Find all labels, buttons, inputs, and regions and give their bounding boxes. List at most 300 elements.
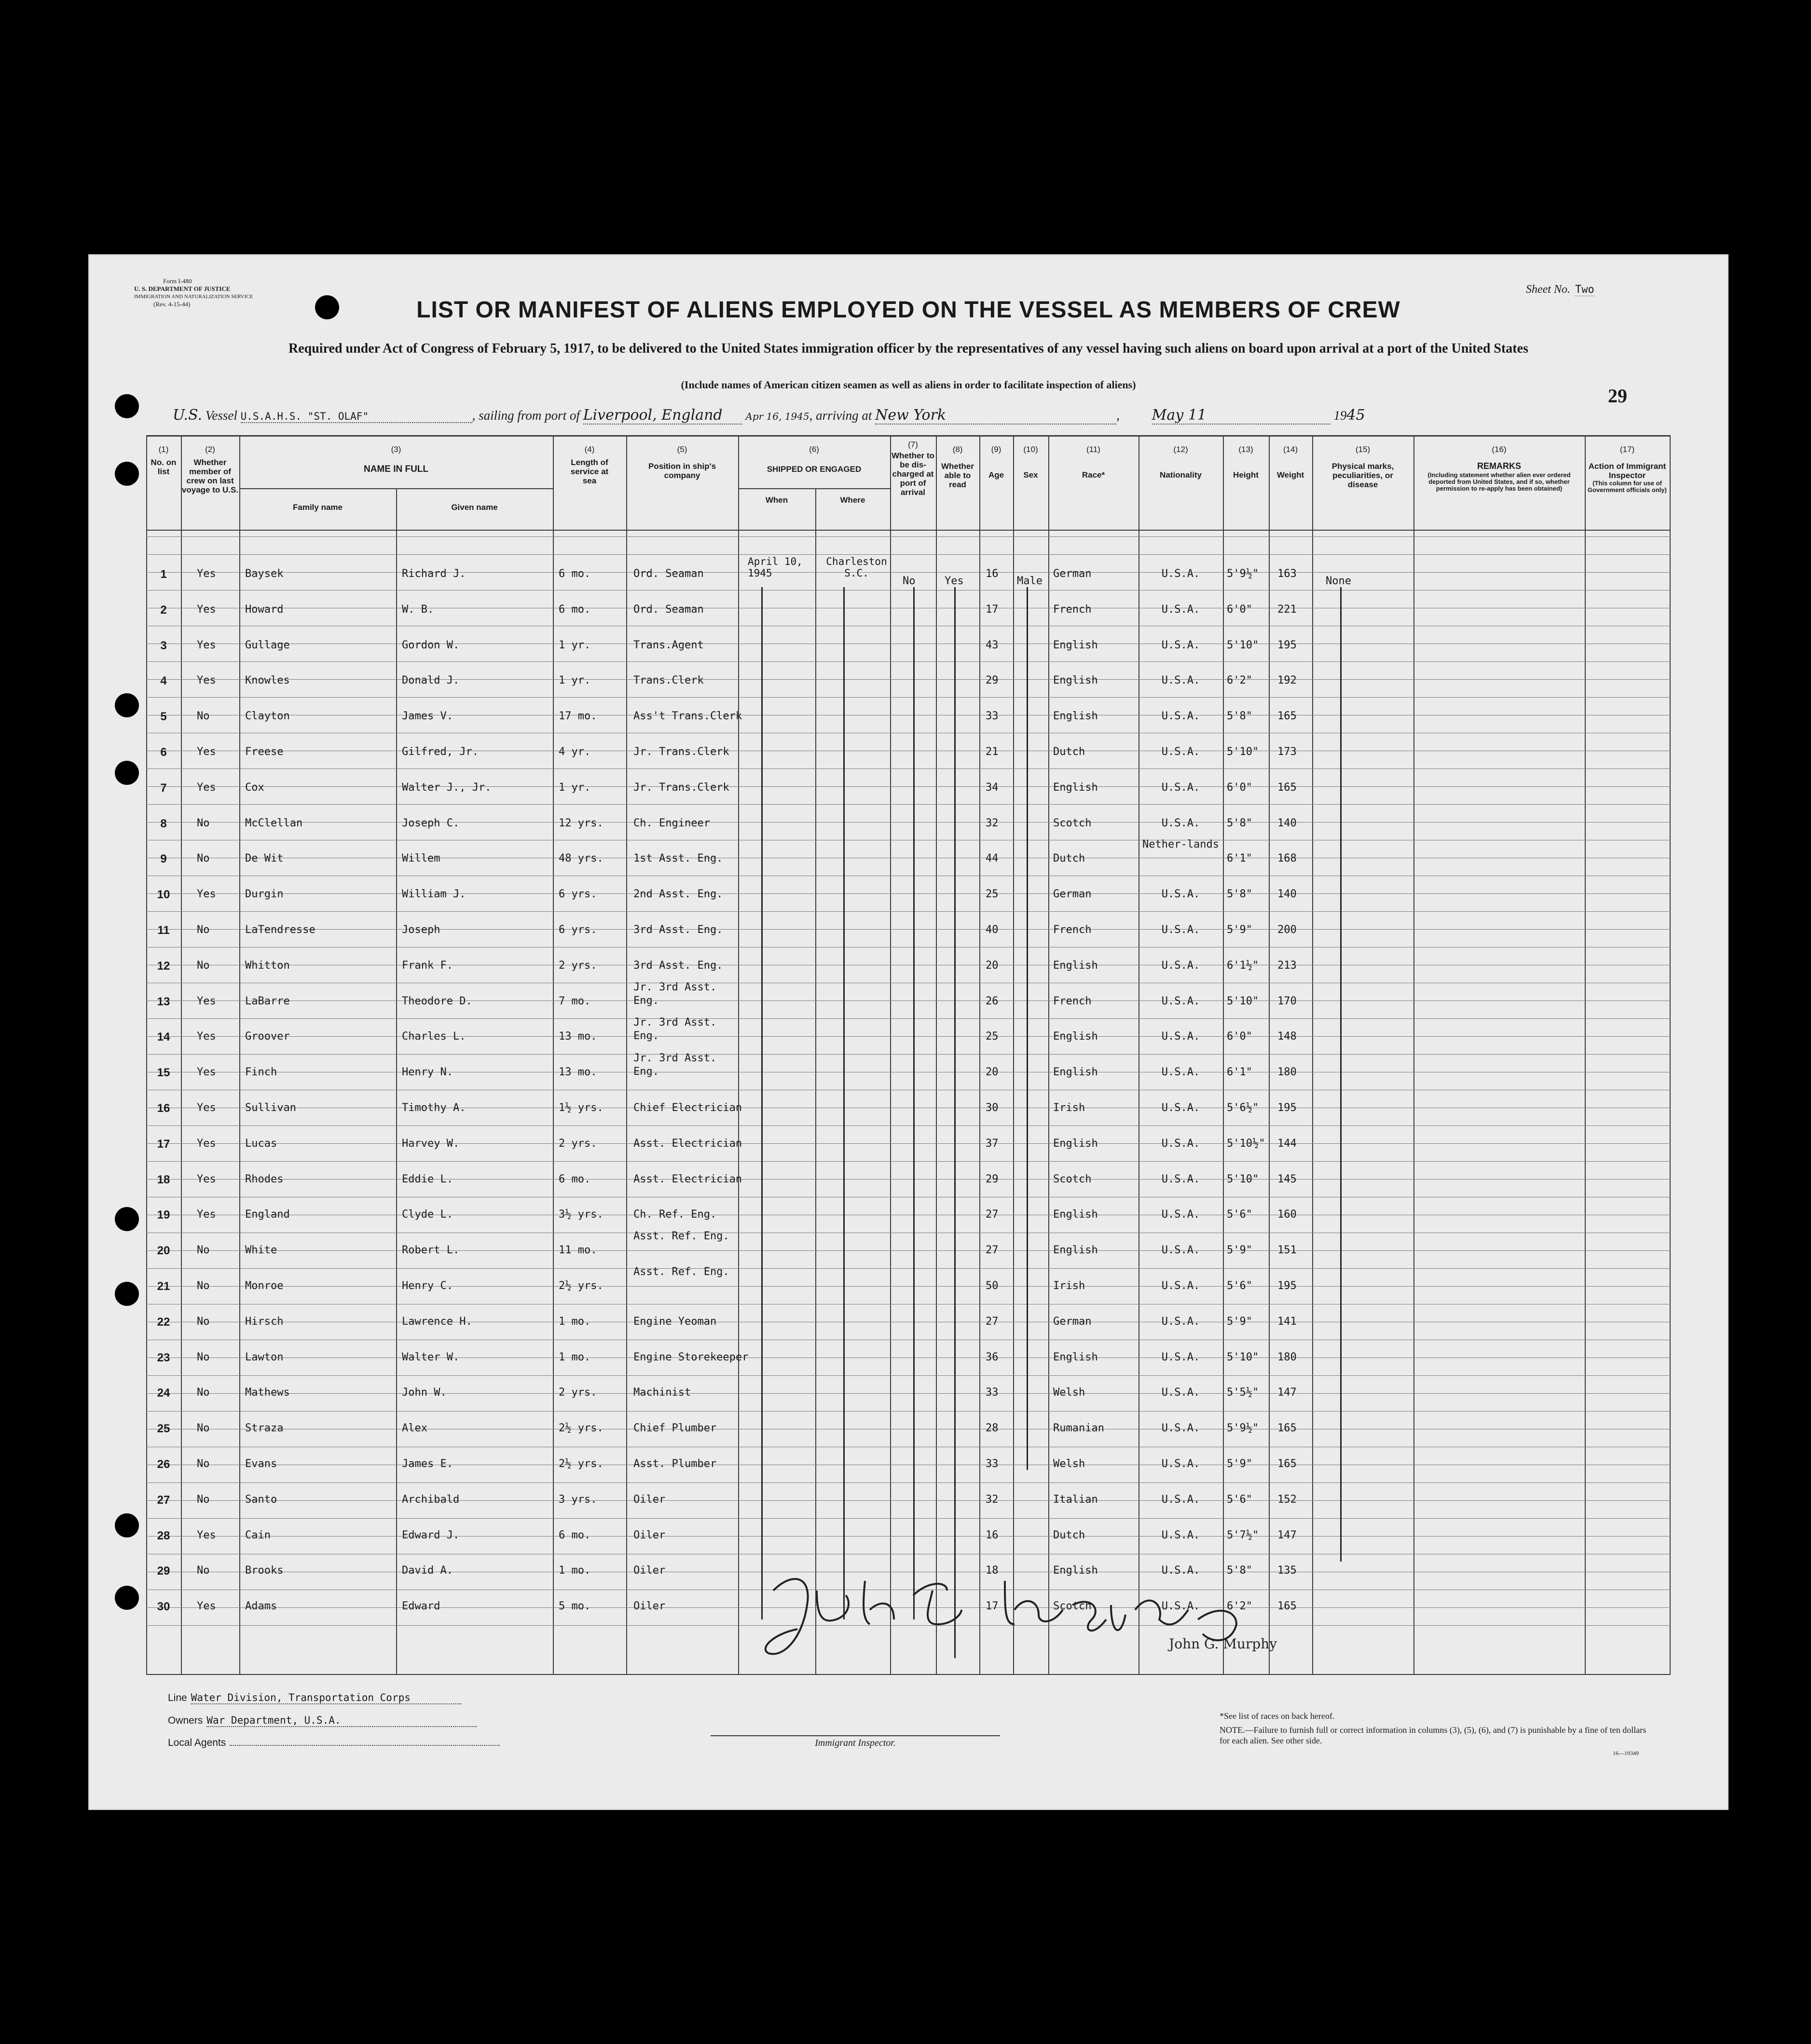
- given-name-cell: Theodore D.: [402, 995, 472, 1007]
- col-label: Position in ship's company: [648, 462, 716, 480]
- height-cell: 5'5½": [1227, 1386, 1259, 1399]
- col-header-name: [239, 445, 553, 474]
- age-cell: 25: [986, 888, 999, 901]
- last-voyage-cell: Yes: [197, 639, 216, 651]
- given-name-cell: Archibald: [402, 1493, 460, 1506]
- height-cell: 5'8": [1227, 710, 1252, 723]
- position-cell: Engine Storekeeper: [633, 1351, 749, 1363]
- engaged-when: April 10, 1945: [748, 556, 803, 579]
- last-voyage-cell: Yes: [197, 1030, 216, 1043]
- col-header-nationality: [1139, 445, 1223, 480]
- col-number: (15): [1355, 445, 1371, 454]
- race-cell: French: [1053, 995, 1092, 1007]
- sheet-number: [1526, 283, 1594, 296]
- weight-cell: 160: [1277, 1208, 1297, 1221]
- race-cell: English: [1053, 1137, 1098, 1150]
- signature-text: John G. Murphy: [1169, 1636, 1277, 1652]
- age-cell: 27: [986, 1315, 999, 1328]
- race-cell: Dutch: [1053, 852, 1085, 865]
- race-cell: English: [1053, 1351, 1098, 1363]
- given-name-cell: James E.: [402, 1458, 453, 1470]
- family-name-cell: Finch: [245, 1066, 277, 1079]
- row-number-cell: 20: [157, 1244, 170, 1258]
- service-length-cell: 1 yr.: [559, 639, 591, 651]
- service-length-cell: 6 yrs.: [559, 924, 597, 936]
- col-number: (11): [1086, 445, 1100, 454]
- height-cell: 6'1": [1227, 1066, 1252, 1079]
- service-length-cell: 4 yr.: [559, 746, 591, 758]
- age-cell: 44: [986, 852, 999, 865]
- col-header-height: [1223, 445, 1269, 480]
- punch-hole: [115, 761, 139, 785]
- nationality-cell: U.S.A.: [1161, 1173, 1200, 1185]
- family-name-cell: Baysek: [245, 568, 284, 580]
- ruled-line: [146, 768, 1671, 769]
- service-length-cell: 6 mo.: [559, 1173, 591, 1185]
- nationality-cell: U.S.A.: [1161, 959, 1200, 972]
- col-number: (6): [809, 445, 819, 454]
- nationality-cell: U.S.A.: [1161, 888, 1200, 901]
- race-cell: French: [1053, 603, 1092, 616]
- row-number-cell: 14: [157, 1030, 170, 1044]
- col-label: Height: [1233, 470, 1259, 480]
- race-cell: Dutch: [1053, 746, 1085, 758]
- height-cell: 6'2": [1227, 1600, 1252, 1613]
- row-number-cell: 6: [160, 746, 167, 759]
- position-cell: Ord. Seaman: [633, 603, 704, 616]
- col-header-service: [553, 445, 626, 485]
- age-cell: 29: [986, 674, 999, 687]
- weight-cell: 147: [1277, 1529, 1297, 1541]
- service-length-cell: 13 mo.: [559, 1066, 597, 1079]
- position-cell: Jr. Trans.Clerk: [633, 781, 729, 794]
- age-cell: 32: [986, 817, 999, 829]
- last-voyage-cell: Yes: [197, 1102, 216, 1114]
- race-cell: Irish: [1053, 1102, 1085, 1114]
- nationality-cell: Nether-lands: [1142, 838, 1219, 851]
- height-cell: 6'0": [1227, 781, 1252, 794]
- weight-cell: 221: [1277, 603, 1297, 616]
- service-length-cell: 1½ yrs.: [559, 1102, 604, 1114]
- family-name-cell: Monroe: [245, 1280, 284, 1292]
- last-voyage-cell: Yes: [197, 568, 216, 580]
- race-cell: Dutch: [1053, 1529, 1085, 1541]
- last-voyage-cell: Yes: [197, 746, 216, 758]
- nationality-cell: U.S.A.: [1161, 1422, 1200, 1435]
- weight-cell: 135: [1277, 1564, 1297, 1577]
- service-length-cell: 3½ yrs.: [559, 1208, 604, 1221]
- nationality-cell: U.S.A.: [1161, 1244, 1200, 1257]
- height-cell: 5'10½": [1227, 1137, 1265, 1150]
- col-number: (4): [584, 445, 595, 454]
- owners-label: Owners: [168, 1715, 203, 1726]
- year-suffix: 45: [1346, 407, 1365, 424]
- col-header-where: Where: [840, 495, 865, 505]
- position-cell: Jr. 3rd Asst. Eng.: [633, 1052, 717, 1078]
- position-cell: 3rd Asst. Eng.: [633, 924, 723, 936]
- ruled-line: [146, 1054, 1671, 1055]
- race-cell: Welsh: [1053, 1458, 1085, 1470]
- sex-value: Male: [1017, 575, 1043, 587]
- race-cell: Scotch: [1053, 1600, 1092, 1613]
- weight-cell: 170: [1277, 995, 1297, 1007]
- weight-cell: 195: [1277, 1280, 1297, 1292]
- ruled-line: [146, 1268, 1671, 1269]
- ruled-line: [146, 929, 1671, 930]
- position-cell: Asst. Electrician: [633, 1173, 742, 1185]
- weight-cell: 195: [1277, 639, 1297, 651]
- penalty-note: NOTE.—Failure to furnish full or correct information in columns (3), (5), (6), and (7) is punishable by a fine of ten dollars for each alien. See other side.: [1220, 1725, 1646, 1745]
- service-length-cell: 11 mo.: [559, 1244, 597, 1257]
- sailing-port: Liverpool, England: [583, 407, 742, 425]
- last-voyage-cell: Yes: [197, 1529, 216, 1541]
- nationality-cell: U.S.A.: [1161, 603, 1200, 616]
- age-cell: 33: [986, 1386, 999, 1399]
- last-voyage-cell: No: [197, 1564, 210, 1577]
- height-cell: 5'10": [1227, 995, 1259, 1007]
- given-name-cell: Gordon W.: [402, 639, 460, 651]
- col-label: No. on list: [151, 458, 177, 476]
- height-cell: 5'8": [1227, 1564, 1252, 1577]
- nationality-cell: U.S.A.: [1161, 674, 1200, 687]
- col-number: (2): [205, 445, 215, 454]
- ruled-line: [146, 1125, 1671, 1126]
- weight-cell: 145: [1277, 1173, 1297, 1185]
- col-label: Physical marks, peculiarities, or disease: [1331, 462, 1394, 489]
- ruled-line: [146, 1482, 1671, 1483]
- last-voyage-cell: Yes: [197, 888, 216, 901]
- ruled-line: [146, 572, 1671, 573]
- col-header-age: [979, 445, 1013, 480]
- read-value: Yes: [945, 575, 964, 587]
- weight-cell: 147: [1277, 1386, 1297, 1399]
- ruled-line: [146, 893, 1671, 894]
- race-cell: English: [1053, 959, 1098, 972]
- col-number: (9): [991, 445, 1002, 454]
- weight-cell: 144: [1277, 1137, 1297, 1150]
- family-name-cell: Hirsch: [245, 1315, 284, 1328]
- weight-cell: 165: [1277, 710, 1297, 723]
- form-revision: (Rev. 4-15-44): [153, 301, 191, 308]
- agents-value: [230, 1745, 500, 1746]
- age-cell: 16: [986, 568, 999, 580]
- height-cell: 5'9½": [1227, 1422, 1259, 1435]
- col-header-read: [936, 445, 979, 489]
- col-label: NAME IN FULL: [363, 464, 429, 474]
- col-sublabel: (This column for use of Government officials only): [1588, 480, 1667, 494]
- service-length-cell: 1 yr.: [559, 781, 591, 794]
- family-name-cell: Knowles: [245, 674, 290, 687]
- line-field: [168, 1692, 461, 1704]
- col-label: SHIPPED OR ENGAGED: [767, 465, 862, 474]
- family-name-cell: Groover: [245, 1030, 290, 1043]
- height-cell: 6'1½": [1227, 959, 1259, 972]
- position-cell: 3rd Asst. Eng.: [633, 959, 723, 972]
- family-name-cell: Lucas: [245, 1137, 277, 1150]
- height-cell: 5'9": [1227, 1458, 1252, 1470]
- nationality-cell: U.S.A.: [1161, 1208, 1200, 1221]
- row-number-cell: 10: [157, 888, 170, 902]
- last-voyage-cell: No: [197, 1244, 210, 1257]
- col-header-shipped: [738, 445, 890, 474]
- age-cell: 34: [986, 781, 999, 794]
- agents-label: Local Agents: [168, 1737, 226, 1748]
- owners-field: [168, 1715, 477, 1727]
- col-number: (8): [952, 445, 963, 454]
- position-cell: Ch. Engineer: [633, 817, 710, 829]
- owners-value: War Department, U.S.A.: [206, 1715, 477, 1727]
- statute-text: Required under Act of Congress of February 5, 1917, to be delivered to the United States immigration officer by the representatives of any vessel having such aliens on board upon arrival at a port of the United States: [288, 341, 1528, 356]
- family-name-cell: Rhodes: [245, 1173, 284, 1185]
- age-cell: 27: [986, 1208, 999, 1221]
- weight-cell: 165: [1277, 1422, 1297, 1435]
- col-header-when: When: [765, 495, 788, 505]
- position-cell: Oiler: [633, 1600, 666, 1613]
- nationality-cell: U.S.A.: [1161, 1458, 1200, 1470]
- last-voyage-cell: No: [197, 1493, 210, 1506]
- page-title: LIST OR MANIFEST OF ALIENS EMPLOYED ON THE VESSEL AS MEMBERS OF CREW: [416, 297, 1400, 323]
- family-name-cell: Straza: [245, 1422, 284, 1435]
- nationality-cell: U.S.A.: [1161, 639, 1200, 651]
- col-header-race: [1048, 445, 1139, 480]
- position-cell: Jr. 3rd Asst. Eng.: [633, 1016, 717, 1043]
- ruled-line: [146, 822, 1671, 823]
- service-length-cell: 5 mo.: [559, 1600, 591, 1613]
- family-name-cell: Mathews: [245, 1386, 290, 1399]
- service-length-cell: 6 yrs.: [559, 888, 597, 901]
- race-cell: English: [1053, 674, 1098, 687]
- race-cell: English: [1053, 1564, 1098, 1577]
- age-cell: 21: [986, 746, 999, 758]
- family-name-cell: Gullage: [245, 639, 290, 651]
- col-number: (1): [158, 445, 169, 454]
- age-cell: 28: [986, 1422, 999, 1435]
- position-cell: 2nd Asst. Eng.: [633, 888, 723, 901]
- punch-hole: [115, 1282, 139, 1306]
- weight-cell: 165: [1277, 1458, 1297, 1470]
- race-cell: German: [1053, 888, 1092, 901]
- weight-cell: 152: [1277, 1493, 1297, 1506]
- race-cell: English: [1053, 1066, 1098, 1079]
- height-cell: 5'8": [1227, 888, 1252, 901]
- ruled-line: [146, 1286, 1671, 1287]
- service-length-cell: 6 mo.: [559, 603, 591, 616]
- weight-cell: 213: [1277, 959, 1297, 972]
- weight-cell: 180: [1277, 1351, 1297, 1363]
- age-cell: 16: [986, 1529, 999, 1541]
- ruled-line: [146, 1179, 1671, 1180]
- ditto-mark: [1340, 587, 1342, 1562]
- given-name-cell: Richard J.: [402, 568, 466, 580]
- ruled-line: [146, 1393, 1671, 1394]
- punch-hole: [115, 693, 139, 717]
- col-number: (17): [1619, 445, 1635, 454]
- nationality-cell: U.S.A.: [1161, 1280, 1200, 1292]
- ditto-mark: [761, 587, 763, 1619]
- service-length-cell: 2½ yrs.: [559, 1458, 604, 1470]
- vessel-prefix: U.S.: [173, 407, 203, 424]
- position-cell: 1st Asst. Eng.: [633, 852, 723, 865]
- service-name: IMMIGRATION AND NATURALIZATION SERVICE: [134, 294, 253, 300]
- family-name-cell: McClellan: [245, 817, 303, 829]
- age-cell: 27: [986, 1244, 999, 1257]
- ruled-line: [146, 911, 1671, 912]
- race-cell: Welsh: [1053, 1386, 1085, 1399]
- col-number: (14): [1283, 445, 1298, 454]
- given-name-cell: Edward: [402, 1600, 440, 1613]
- col-header-no: [146, 445, 181, 476]
- last-voyage-cell: No: [197, 1458, 210, 1470]
- nationality-cell: U.S.A.: [1161, 781, 1200, 794]
- nationality-cell: U.S.A.: [1161, 710, 1200, 723]
- race-cell: English: [1053, 781, 1098, 794]
- col-label: Sex: [1023, 470, 1038, 480]
- age-cell: 37: [986, 1137, 999, 1150]
- nationality-cell: U.S.A.: [1161, 1529, 1200, 1541]
- row-number-cell: 21: [157, 1280, 170, 1293]
- col-number: (16): [1492, 445, 1507, 454]
- row-number-cell: 19: [157, 1208, 170, 1222]
- col-header-inspector-action: [1585, 445, 1670, 494]
- last-voyage-cell: No: [197, 959, 210, 972]
- last-voyage-cell: No: [197, 1280, 210, 1292]
- race-cell: Irish: [1053, 1280, 1085, 1292]
- col-label: Whether member of crew on last voyage to U.S.: [181, 458, 239, 494]
- weight-cell: 140: [1277, 888, 1297, 901]
- family-name-cell: Sullivan: [245, 1102, 296, 1114]
- print-code: 16—19349: [1613, 1750, 1639, 1756]
- height-cell: 5'9": [1227, 924, 1252, 936]
- height-cell: 5'10": [1227, 1351, 1259, 1363]
- row-number-cell: 12: [157, 959, 170, 973]
- age-cell: 25: [986, 1030, 999, 1043]
- vessel-label: Vessel: [205, 408, 237, 423]
- last-voyage-cell: No: [197, 817, 210, 829]
- ruled-line: [146, 697, 1671, 698]
- last-voyage-cell: Yes: [197, 603, 216, 616]
- given-name-cell: Willem: [402, 852, 440, 865]
- age-cell: 18: [986, 1564, 999, 1577]
- col-label: REMARKS: [1477, 461, 1521, 471]
- crew-table: [146, 435, 1671, 1675]
- position-cell: Machinist: [633, 1386, 691, 1399]
- given-name-cell: Walter W.: [402, 1351, 460, 1363]
- given-name-cell: Charles L.: [402, 1030, 466, 1043]
- family-name-cell: Howard: [245, 603, 284, 616]
- position-cell: Chief Plumber: [633, 1422, 717, 1435]
- sheet-number-label: Sheet No.: [1526, 283, 1570, 296]
- position-cell: Ass't Trans.Clerk: [633, 710, 742, 723]
- inspector-label: Immigrant Inspector.: [711, 1735, 1000, 1749]
- last-voyage-cell: No: [197, 1386, 210, 1399]
- col-header-position: [626, 445, 738, 480]
- weight-cell: 163: [1277, 568, 1297, 580]
- height-cell: 5'10": [1227, 639, 1259, 651]
- nationality-cell: U.S.A.: [1161, 1137, 1200, 1150]
- given-name-cell: William J.: [402, 888, 466, 901]
- agents-field: [168, 1737, 500, 1749]
- col-sublabel: (Including statement whether alien ever ordered deported from United States, and if so, whether permission to re-apply has been obtained): [1427, 471, 1571, 492]
- race-cell: Rumanian: [1053, 1422, 1104, 1435]
- ruled-line: [146, 1018, 1671, 1019]
- row-number-cell: 30: [157, 1600, 170, 1614]
- position-cell: Asst. Electrician: [633, 1137, 742, 1150]
- given-name-cell: Harvey W.: [402, 1137, 460, 1150]
- weight-cell: 140: [1277, 817, 1297, 829]
- col-number: (7): [908, 440, 918, 449]
- voyage-line: U.S. Vessel U.S.A.H.S. "ST. OLAF" , sailing from port of Liverpool, England Apr 16, 1945, arriving at New York , May 11 1945: [173, 407, 1365, 424]
- engaged-where: Charleston S.C.: [826, 556, 887, 579]
- col-number: (5): [677, 445, 687, 454]
- row-number-cell: 5: [160, 710, 167, 724]
- family-name-cell: Lawton: [245, 1351, 284, 1363]
- line-value: Water Division, Transportation Corps: [191, 1692, 461, 1704]
- height-cell: 5'9½": [1227, 568, 1259, 580]
- ruled-line: [146, 536, 1671, 537]
- service-length-cell: 6 mo.: [559, 1529, 591, 1541]
- given-name-cell: Robert L.: [402, 1244, 460, 1257]
- service-length-cell: 1 mo.: [559, 1351, 591, 1363]
- row-number-cell: 16: [157, 1102, 170, 1115]
- family-name-cell: Adams: [245, 1600, 277, 1613]
- col-header-discharged: [890, 440, 936, 497]
- position-cell: Jr. 3rd Asst. Eng.: [633, 981, 717, 1007]
- row-number-cell: 18: [157, 1173, 170, 1186]
- age-cell: 17: [986, 603, 999, 616]
- ruled-line: [146, 786, 1671, 787]
- punch-hole: [115, 462, 139, 486]
- weight-cell: 165: [1277, 781, 1297, 794]
- age-cell: 20: [986, 1066, 999, 1079]
- weight-cell: 180: [1277, 1066, 1297, 1079]
- col-header-weight: [1269, 445, 1312, 480]
- ruled-line: [146, 1143, 1671, 1144]
- height-cell: 5'10": [1227, 1173, 1259, 1185]
- height-cell: 5'8": [1227, 817, 1252, 829]
- service-length-cell: 2½ yrs.: [559, 1280, 604, 1292]
- ruled-line: [146, 1036, 1671, 1037]
- nationality-cell: U.S.A.: [1161, 817, 1200, 829]
- position-cell: Ch. Ref. Eng.: [633, 1208, 717, 1221]
- form-number: Form I-480: [163, 277, 192, 285]
- given-name-cell: Clyde L.: [402, 1208, 453, 1221]
- age-cell: 32: [986, 1493, 999, 1506]
- last-voyage-cell: No: [197, 924, 210, 936]
- ditto-mark: [913, 587, 915, 1619]
- col-label: Race*: [1082, 470, 1105, 480]
- age-cell: 26: [986, 995, 999, 1007]
- manifest-sheet: [88, 254, 1729, 1810]
- nationality-cell: U.S.A.: [1161, 1351, 1200, 1363]
- given-name-cell: Walter J., Jr.: [402, 781, 492, 794]
- race-cell: Italian: [1053, 1493, 1098, 1506]
- col-label: Nationality: [1160, 470, 1202, 480]
- col-label: Whether able to read: [941, 462, 974, 489]
- row-number-cell: 24: [157, 1386, 170, 1400]
- col-header-family-name: Family name: [293, 503, 343, 512]
- nationality-cell: U.S.A.: [1161, 1102, 1200, 1114]
- vessel-name: U.S.A.H.S. "ST. OLAF": [241, 411, 472, 423]
- row-number-cell: 23: [157, 1351, 170, 1364]
- age-cell: 30: [986, 1102, 999, 1114]
- nationality-cell: U.S.A.: [1161, 924, 1200, 936]
- col-header-given-name: Given name: [451, 503, 498, 512]
- row-number-cell: 9: [160, 852, 167, 866]
- service-length-cell: 6 mo.: [559, 568, 591, 580]
- height-cell: 5'6½": [1227, 1102, 1259, 1114]
- row-number-cell: 17: [157, 1137, 170, 1151]
- nationality-cell: U.S.A.: [1161, 995, 1200, 1007]
